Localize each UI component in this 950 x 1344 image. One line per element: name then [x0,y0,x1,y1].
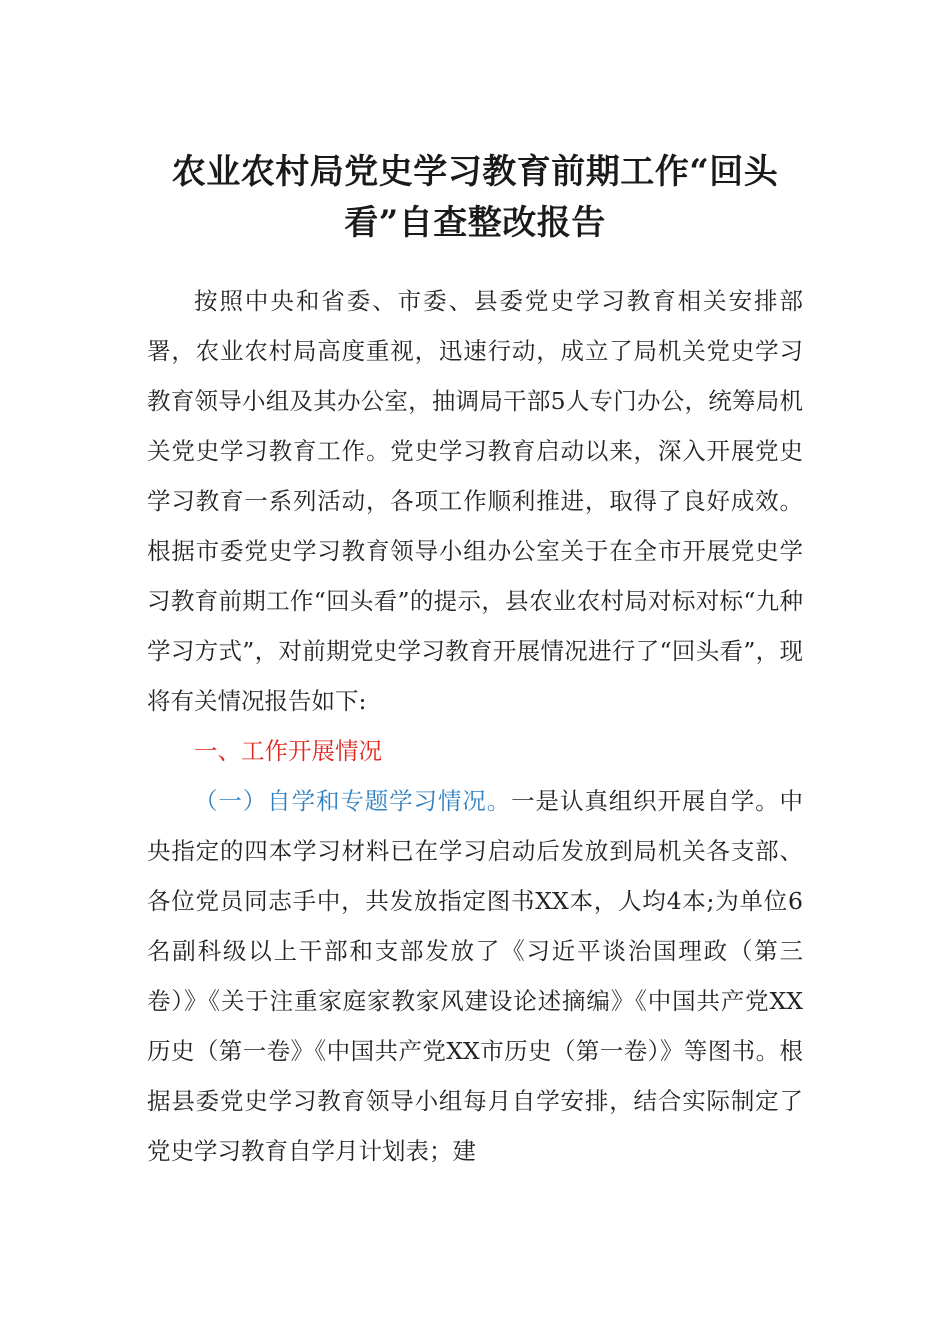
intro-paragraph: 按照中央和省委、市委、县委党史学习教育相关安排部署，农业农村局高度重视，迅速行动，成立了局机关党史学习教育领导小组及其办公室，抽调局干部5人专门办公，统筹局机关党史学习教育工作。党史学习教育启动以来，深入开展党史学习教育一系列活动，各项工作顺利推进，取得了良好成效。根据市委党史学习教育领导小组办公室关于在全市开展党史学习教育前期工作“回头看”的提示，县农业农村局对标对标“九种学习方式”，对前期党史学习教育开展情况进行了“回头看”，现将有关情况报告如下: [147,287,803,715]
section-heading [147,726,803,776]
subsection-1-heading: （一）自学和专题学习情况。 [194,787,512,815]
subsection-1-body: 一是认真组织开展自学。中央指定的四本学习材料已在学习启动后发放到局机关各支部、各位党员同志手中，共发放指定图书XX本，人均4本;为单位6名副科级以上干部和支部发放了《习近平谈治国理政（第三卷）》《关于注重家庭家教家风建设论述摘编》《中国共产党XX历史（第一卷》《中国共产党XX市历史（第一卷）》等图书。根据县委党史学习教育领导小组每月自学安排，结合实际制定了党史学习教育自学月计划表；建 [147,787,804,1165]
document-body [147,276,803,1176]
subsection-paragraph [147,776,803,1176]
title-line-2: 看”自查整改报告 [344,203,606,243]
title-line-1: 农业农村局党史学习教育前期工作“回头 [171,152,779,192]
document-title [147,147,803,249]
section-1-heading: 一、工作开展情况 [194,737,382,765]
